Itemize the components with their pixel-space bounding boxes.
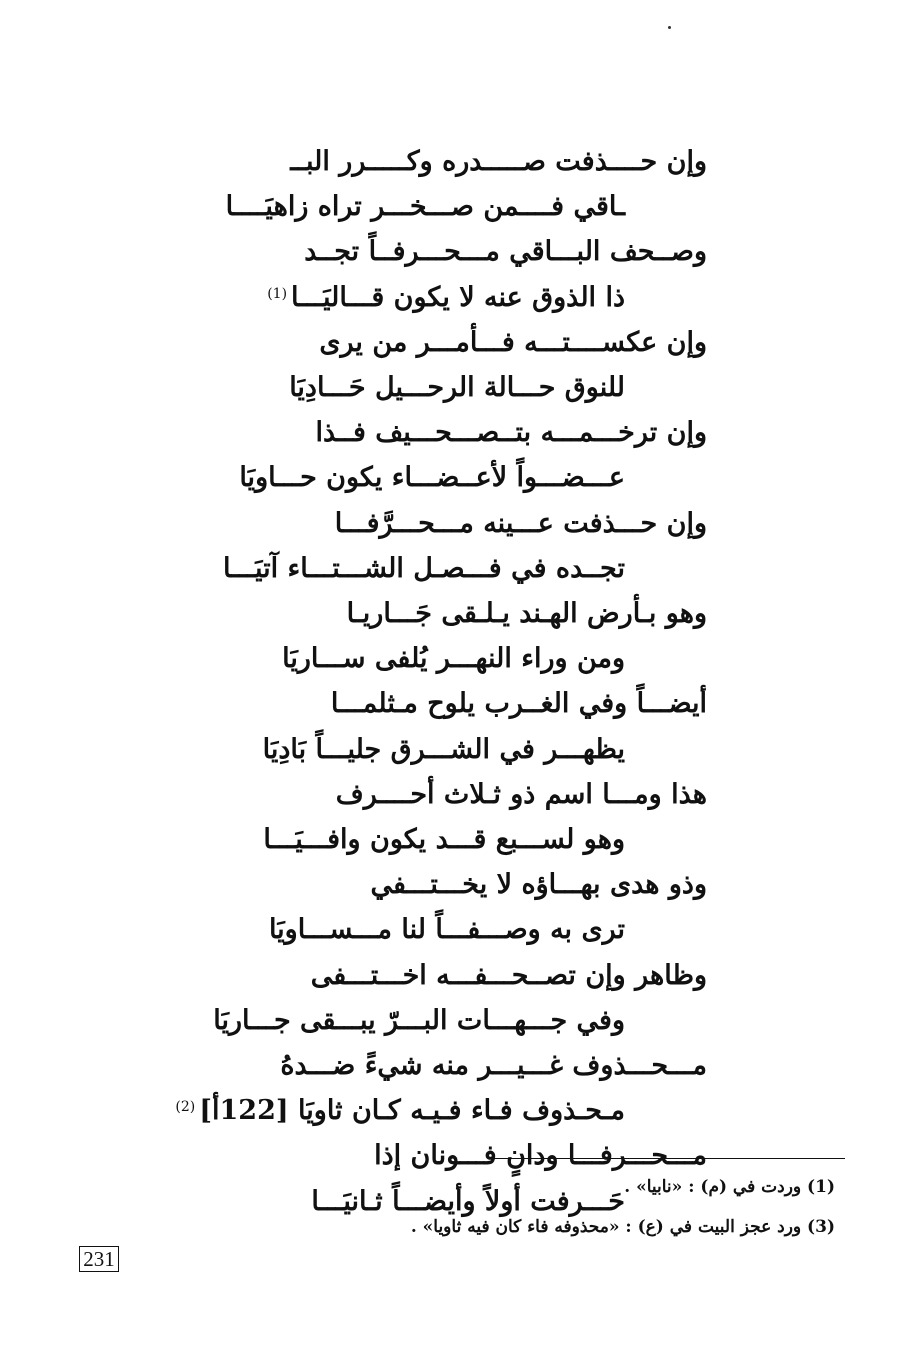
verse-line (316, 413, 708, 453)
footnote-1: (1) وردت في (م) : «نابيا» . (624, 1177, 835, 1197)
verse-line (267, 278, 625, 318)
verse-line (263, 820, 625, 860)
verse-text: للنوق حـــالة الرحـــيل حَـــادِيَا (289, 372, 625, 403)
page-number: 231 (79, 1246, 119, 1272)
verse-text: مـحـذوف فـاء فـيـه كـان ثاويَا [122أ] (199, 1095, 625, 1126)
verse-line (311, 956, 707, 996)
ink-speck (668, 26, 671, 29)
verse-text: وذو هدى بهـــاؤه لا يخـــتـــفي (370, 869, 707, 900)
footnote-marker: (1) (267, 286, 288, 302)
verse-text: تجــده في فـــصـل الشـــتـــاء آتيَـــا (223, 553, 625, 584)
verse-text: ـاقي فــــمن صـــخـــر تراه زاهيَــــا (225, 191, 625, 222)
verse-line (223, 549, 625, 589)
verse-text: وصــحف البـــاقي مـــحـــرفــاً تجــد (304, 236, 707, 267)
verse-line (213, 1001, 625, 1041)
verse-line (331, 684, 707, 724)
verse-text: هذا ومـــا اسم ذو ثـلاث أحــــرف (335, 779, 707, 810)
verse-line (280, 1046, 707, 1086)
verse-line (290, 142, 707, 182)
verse-text: حَـــرفت أولاً وأيضـــاً ثـانيَـــا (311, 1186, 625, 1217)
verse-line (335, 504, 707, 544)
verse-line (226, 187, 625, 227)
verse-text: وإن حـــذفت عـــينه مـــحـــرَّفـــا (334, 508, 707, 539)
footnote-marker: (2) (175, 1099, 196, 1115)
verse-text: عـــضـــواً لأعــضـــاء يكون حـــاويَا (239, 462, 625, 493)
verse-text: وهو بـأرض الهـند يـلـقى جَـــاريـا (346, 598, 707, 629)
verse-text: يظهـــر في الشـــرق جليـــاً بَادِيَا (262, 734, 625, 765)
verse-text: وإن حــــذفت صـــــدره وكـــــرر البــ (290, 146, 707, 177)
verse-line (269, 910, 625, 950)
verse-line (282, 639, 625, 679)
footnote-separator (490, 1158, 845, 1159)
verse-line (263, 730, 625, 770)
verse-line (336, 775, 707, 815)
verse-text: ترى به وصـــفـــاً لنا مـــســـاويَا (268, 914, 625, 945)
verse-line (319, 323, 707, 363)
verse-text: وهو لســـبع قـــد يكون وافـــيَـــا (263, 824, 625, 855)
verse-text: ذا الذوق عنه لا يكون قـــاليَـــا (291, 282, 625, 313)
verse-line (304, 232, 707, 272)
verse-text: وفي جـــهـــات البـــرّ يبـــقى جـــاريَا (213, 1005, 625, 1036)
verse-line (239, 458, 625, 498)
verse-line (374, 1136, 707, 1176)
verse-text: مـــحـــرفـــا ودانٍ فـــونان إذا (374, 1140, 707, 1171)
verse-text: مـــحـــذوف غـــيـــر منه شيءً ضـــدهُ (280, 1050, 707, 1081)
footnote-2: (3) ورد عجز البيت في (ع) : «محذوفه فاء كان فيه ثاويا» . (410, 1217, 835, 1237)
verse-line (371, 865, 707, 905)
verse-line (175, 1091, 625, 1131)
verse-line (347, 594, 707, 634)
verse-text: وإن ترخـــمـــه بتــصـــحـــيف فــذا (315, 417, 707, 448)
verse-line (289, 368, 625, 408)
verse-text: وظاهر وإن تصــحـــفـــه اخـــتـــفى (310, 960, 707, 991)
verse-text: وإن عكســــتـــه فـــأمـــر من يرى (319, 327, 707, 358)
verse-text: أيضـــاً وفي الغــرب يلوح مـثلمـــا (330, 688, 707, 719)
verse-text: ومن وراء النهـــر يُلفى ســـاريَا (282, 643, 625, 674)
